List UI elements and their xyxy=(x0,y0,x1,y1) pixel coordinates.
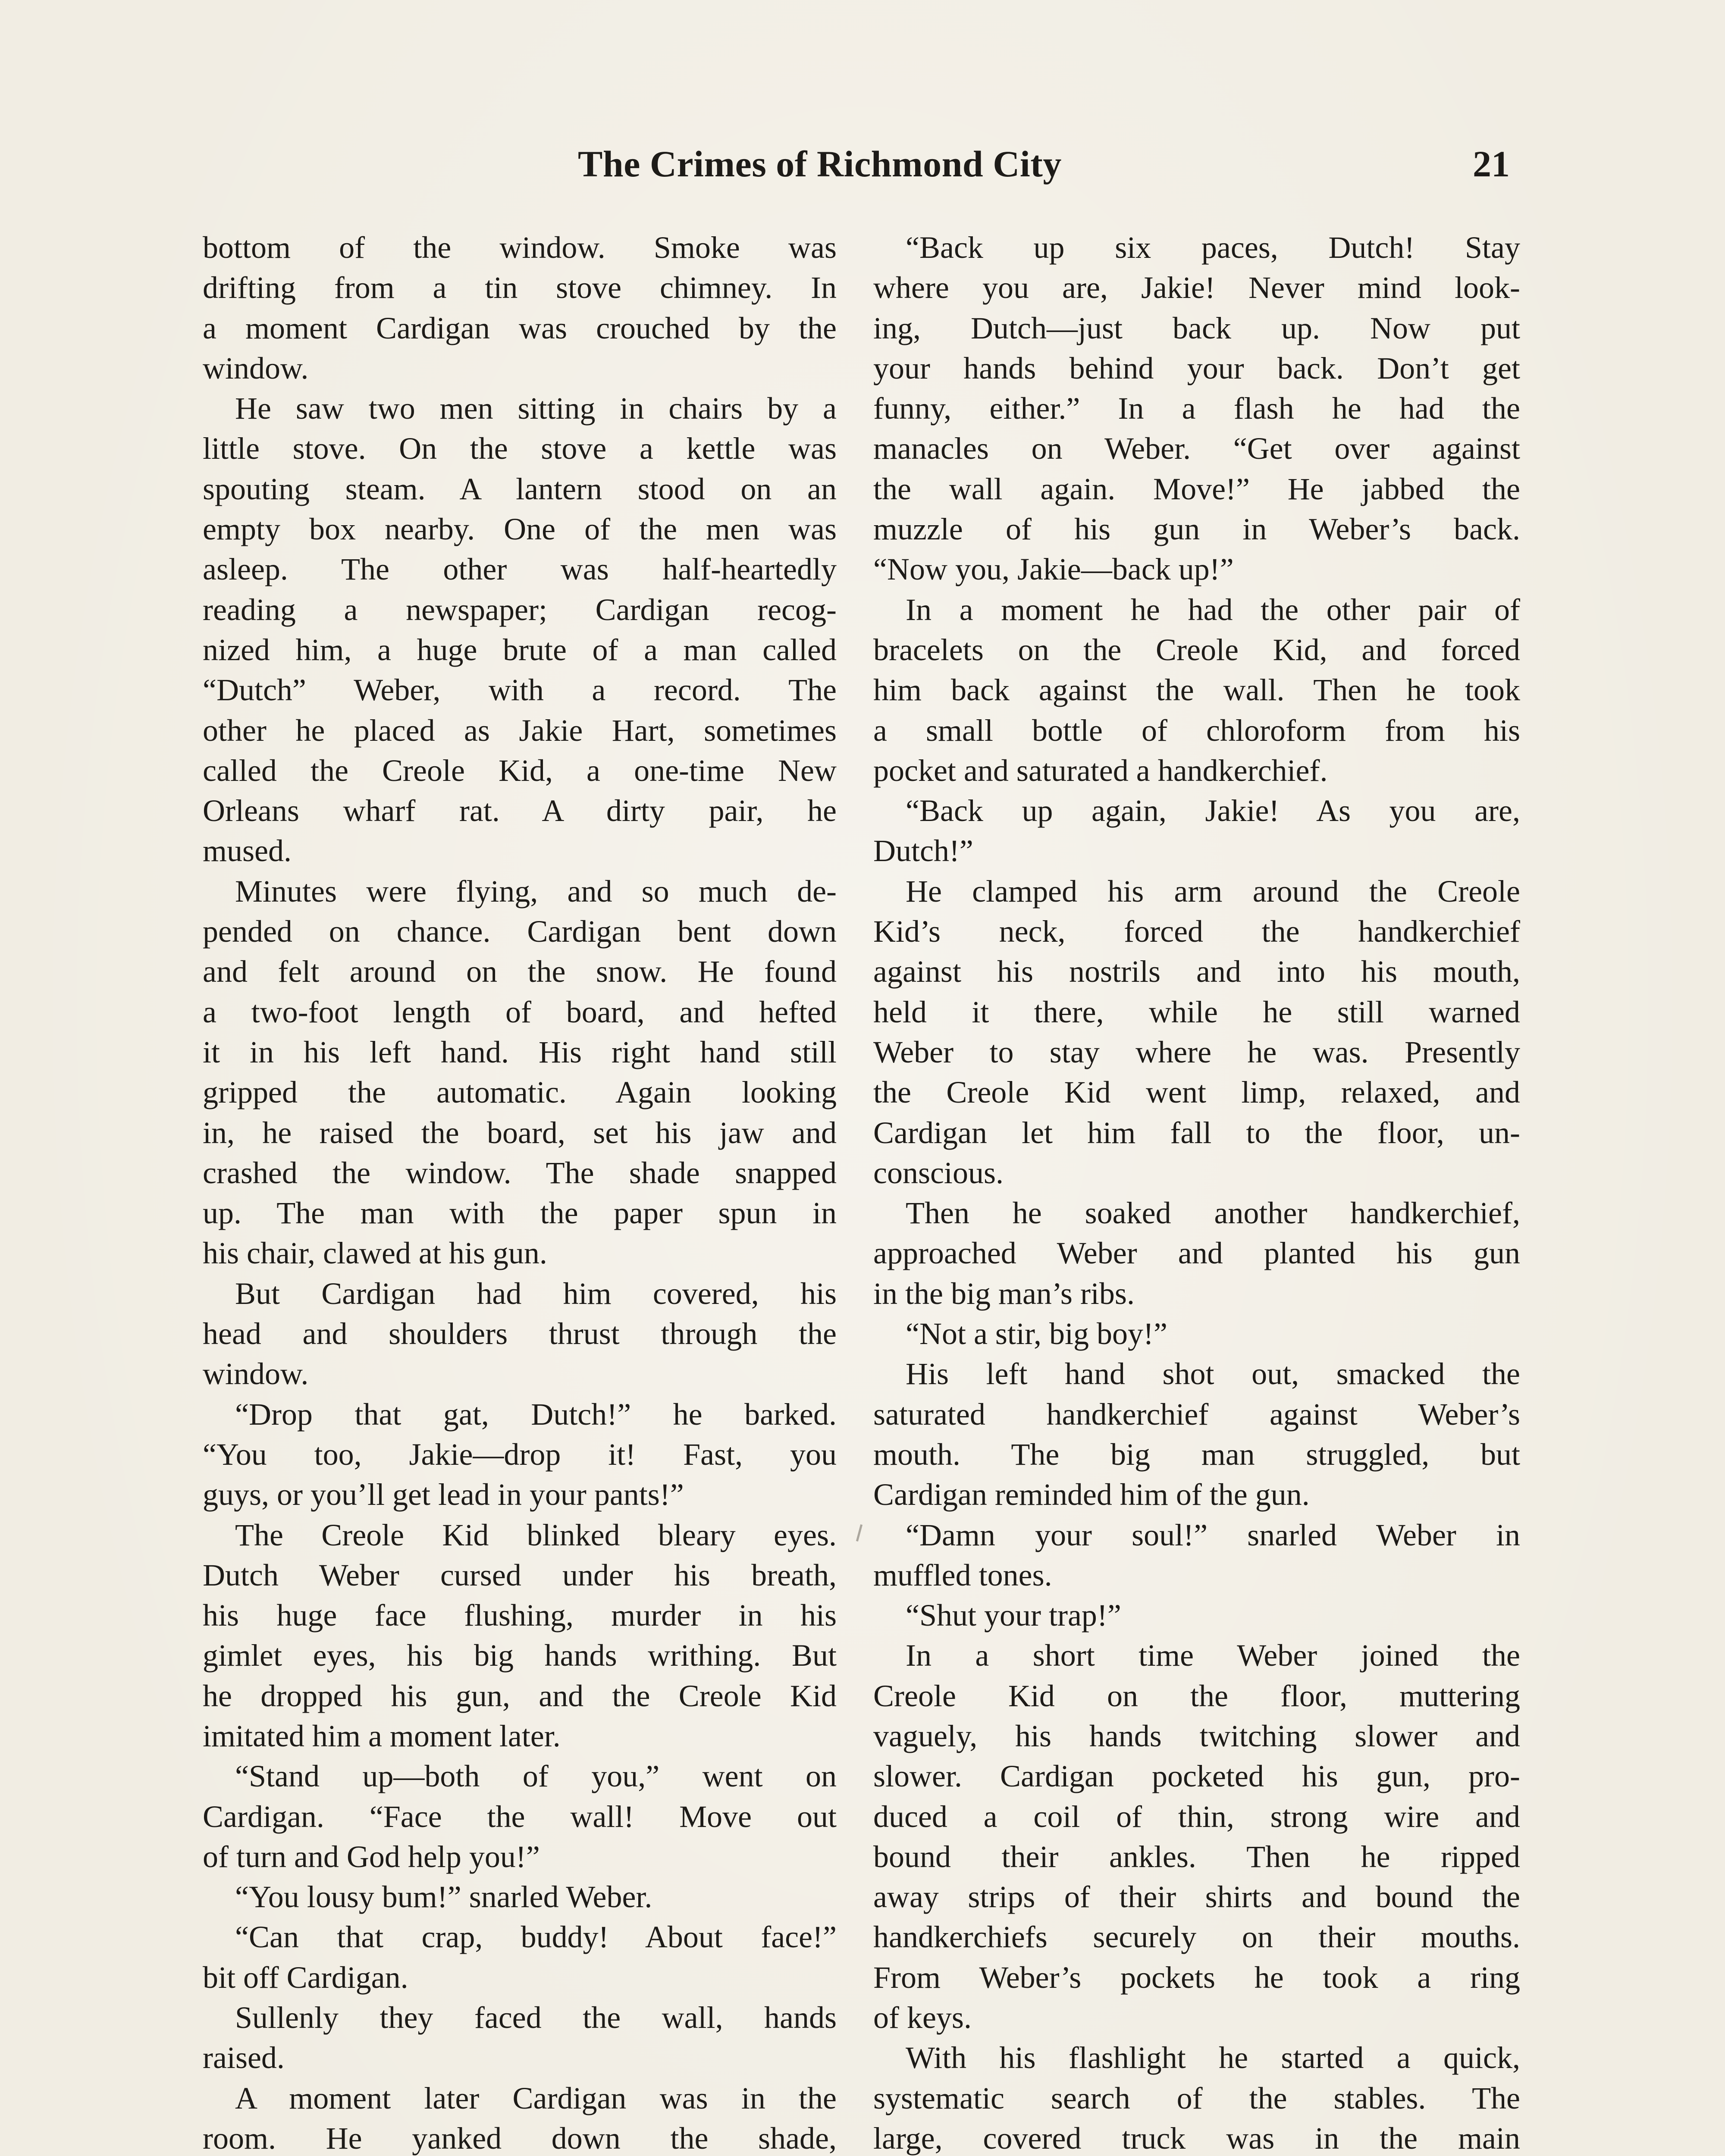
text-line: his huge face flushing, murder in his xyxy=(203,1598,837,1633)
text-line: “Stand up—both of you,” went on xyxy=(235,1759,837,1794)
text-line: Cardigan. “Face the wall! Move out xyxy=(203,1799,837,1834)
text-line: bit off Cardigan. xyxy=(203,1960,408,1995)
text-line: But Cardigan had him covered, his xyxy=(235,1276,837,1311)
text-line: window. xyxy=(203,1357,309,1391)
page-number: 21 xyxy=(1473,143,1510,185)
text-line: imitated him a moment later. xyxy=(203,1718,561,1753)
text-line: mouth. The big man struggled, but xyxy=(873,1437,1520,1472)
text-line: “Shut your trap!” xyxy=(906,1598,1121,1633)
text-line: your hands behind your back. Don’t get xyxy=(873,351,1520,385)
text-line: “Back up again, Jakie! As you are, xyxy=(906,793,1520,828)
text-line: in, he raised the board, set his jaw and xyxy=(203,1115,837,1150)
text-line: it in his left hand. His right hand still xyxy=(203,1034,837,1069)
text-line: muffled tones. xyxy=(873,1557,1052,1592)
text-line: He saw two men sitting in chairs by a xyxy=(235,391,837,426)
text-line: In a short time Weber joined the xyxy=(906,1638,1520,1673)
text-line: large, covered truck was in the main xyxy=(873,2121,1520,2156)
text-line: His left hand shot out, smacked the xyxy=(906,1357,1520,1391)
print-speck xyxy=(856,1524,862,1542)
text-line: against his nostrils and into his mouth, xyxy=(873,954,1520,989)
text-line: where you are, Jakie! Never mind look- xyxy=(873,270,1520,305)
text-line: “Back up six paces, Dutch! Stay xyxy=(906,230,1520,265)
text-line: Dutch Weber cursed under his breath, xyxy=(203,1557,837,1592)
text-line: Kid’s neck, forced the handkerchief xyxy=(873,914,1520,949)
text-line: other he placed as Jakie Hart, sometimes xyxy=(203,713,837,748)
text-line: nized him, a huge brute of a man called xyxy=(203,632,837,667)
text-line: drifting from a tin stove chimney. In xyxy=(203,270,837,305)
text-line: funny, either.” In a flash he had the xyxy=(873,391,1520,426)
text-line: empty box nearby. One of the men was xyxy=(203,512,837,547)
text-line: Minutes were flying, and so much de- xyxy=(235,874,837,909)
text-line: A moment later Cardigan was in the xyxy=(235,2081,837,2115)
text-line: spouting steam. A lantern stood on an xyxy=(203,471,837,506)
text-line: held it there, while he still warned xyxy=(873,994,1520,1029)
text-line: the Creole Kid went limp, relaxed, and xyxy=(873,1075,1520,1110)
text-line: away strips of their shirts and bound the xyxy=(873,1880,1520,1915)
text-line: bracelets on the Creole Kid, and forced xyxy=(873,632,1520,667)
text-line: pended on chance. Cardigan bent down xyxy=(203,914,837,949)
text-line: “Not a stir, big boy!” xyxy=(906,1316,1167,1351)
text-line: gimlet eyes, his big hands writhing. But xyxy=(203,1638,837,1673)
text-line: Then he soaked another handkerchief, xyxy=(906,1196,1520,1231)
text-line: called the Creole Kid, a one-time New xyxy=(203,753,837,788)
text-line: systematic search of the stables. The xyxy=(873,2081,1520,2115)
text-line: Orleans wharf rat. A dirty pair, he xyxy=(203,793,837,828)
text-line: “Now you, Jakie—back up!” xyxy=(873,552,1234,587)
text-line: With his flashlight he started a quick, xyxy=(906,2040,1520,2075)
text-line: Cardigan reminded him of the gun. xyxy=(873,1477,1310,1512)
text-line: Weber to stay where he was. Presently xyxy=(873,1034,1520,1069)
text-line: “Can that crap, buddy! About face!” xyxy=(235,1920,837,1955)
text-line: “Damn your soul!” snarled Weber in xyxy=(906,1517,1520,1552)
left-text-column xyxy=(203,228,837,2156)
text-line: “You too, Jakie—drop it! Fast, you xyxy=(203,1437,837,1472)
text-line: manacles on Weber. “Get over against xyxy=(873,431,1520,466)
text-line: little stove. On the stove a kettle was xyxy=(203,431,837,466)
text-line: and felt around on the snow. He found xyxy=(203,954,837,989)
text-line: raised. xyxy=(203,2040,285,2075)
text-line: in the big man’s ribs. xyxy=(873,1276,1135,1311)
text-line: crashed the window. The shade snapped xyxy=(203,1155,837,1190)
text-line: Cardigan let him fall to the floor, un- xyxy=(873,1115,1520,1150)
text-line: of keys. xyxy=(873,2000,972,2035)
text-line: duced a coil of thin, strong wire and xyxy=(873,1799,1520,1834)
text-line: up. The man with the paper spun in xyxy=(203,1196,837,1231)
running-title: The Crimes of Richmond City xyxy=(578,143,1062,185)
text-line: mused. xyxy=(203,834,292,868)
text-line: him back against the wall. Then he took xyxy=(873,673,1520,708)
text-line: Sullenly they faced the wall, hands xyxy=(235,2000,837,2035)
text-line: From Weber’s pockets he took a ring xyxy=(873,1960,1520,1995)
text-line: conscious. xyxy=(873,1155,1004,1190)
text-line: He clamped his arm around the Creole xyxy=(906,874,1520,909)
text-line: slower. Cardigan pocketed his gun, pro- xyxy=(873,1759,1520,1794)
text-line: muzzle of his gun in Weber’s back. xyxy=(873,512,1520,547)
text-line: bound their ankles. Then he ripped xyxy=(873,1839,1520,1874)
text-line: handkerchiefs securely on their mouths. xyxy=(873,1920,1520,1955)
text-line: The Creole Kid blinked bleary eyes. xyxy=(235,1517,837,1552)
text-line: room. He yanked down the shade, xyxy=(203,2121,837,2156)
text-line: a moment Cardigan was crouched by the xyxy=(203,310,837,345)
text-line: “Dutch” Weber, with a record. The xyxy=(203,673,837,708)
text-line: saturated handkerchief against Weber’s xyxy=(873,1397,1520,1432)
text-line: of turn and God help you!” xyxy=(203,1839,540,1874)
text-line: In a moment he had the other pair of xyxy=(906,592,1520,627)
text-line: vaguely, his hands twitching slower and xyxy=(873,1718,1520,1753)
text-line: Dutch!” xyxy=(873,834,973,868)
text-line: asleep. The other was half-heartedly xyxy=(203,552,837,587)
text-line: approached Weber and planted his gun xyxy=(873,1236,1520,1271)
text-line: “Drop that gat, Dutch!” he barked. xyxy=(235,1397,837,1432)
text-line: bottom of the window. Smoke was xyxy=(203,230,837,265)
text-line: “You lousy bum!” snarled Weber. xyxy=(235,1880,652,1915)
text-line: the wall again. Move!” He jabbed the xyxy=(873,471,1520,506)
text-line: gripped the automatic. Again looking xyxy=(203,1075,837,1110)
text-line: reading a newspaper; Cardigan recog- xyxy=(203,592,837,627)
text-line: ing, Dutch—just back up. Now put xyxy=(873,310,1520,345)
right-text-column xyxy=(873,228,1520,2156)
text-line: guys, or you’ll get lead in your pants!” xyxy=(203,1477,684,1512)
text-line: window. xyxy=(203,351,309,385)
text-line: pocket and saturated a handkerchief. xyxy=(873,753,1328,788)
text-line: he dropped his gun, and the Creole Kid xyxy=(203,1678,837,1713)
text-line: Creole Kid on the floor, muttering xyxy=(873,1678,1520,1713)
text-line: his chair, clawed at his gun. xyxy=(203,1236,547,1271)
text-line: a two-foot length of board, and hefted xyxy=(203,994,837,1029)
text-line: a small bottle of chloroform from his xyxy=(873,713,1520,748)
text-line: head and shoulders thrust through the xyxy=(203,1316,837,1351)
